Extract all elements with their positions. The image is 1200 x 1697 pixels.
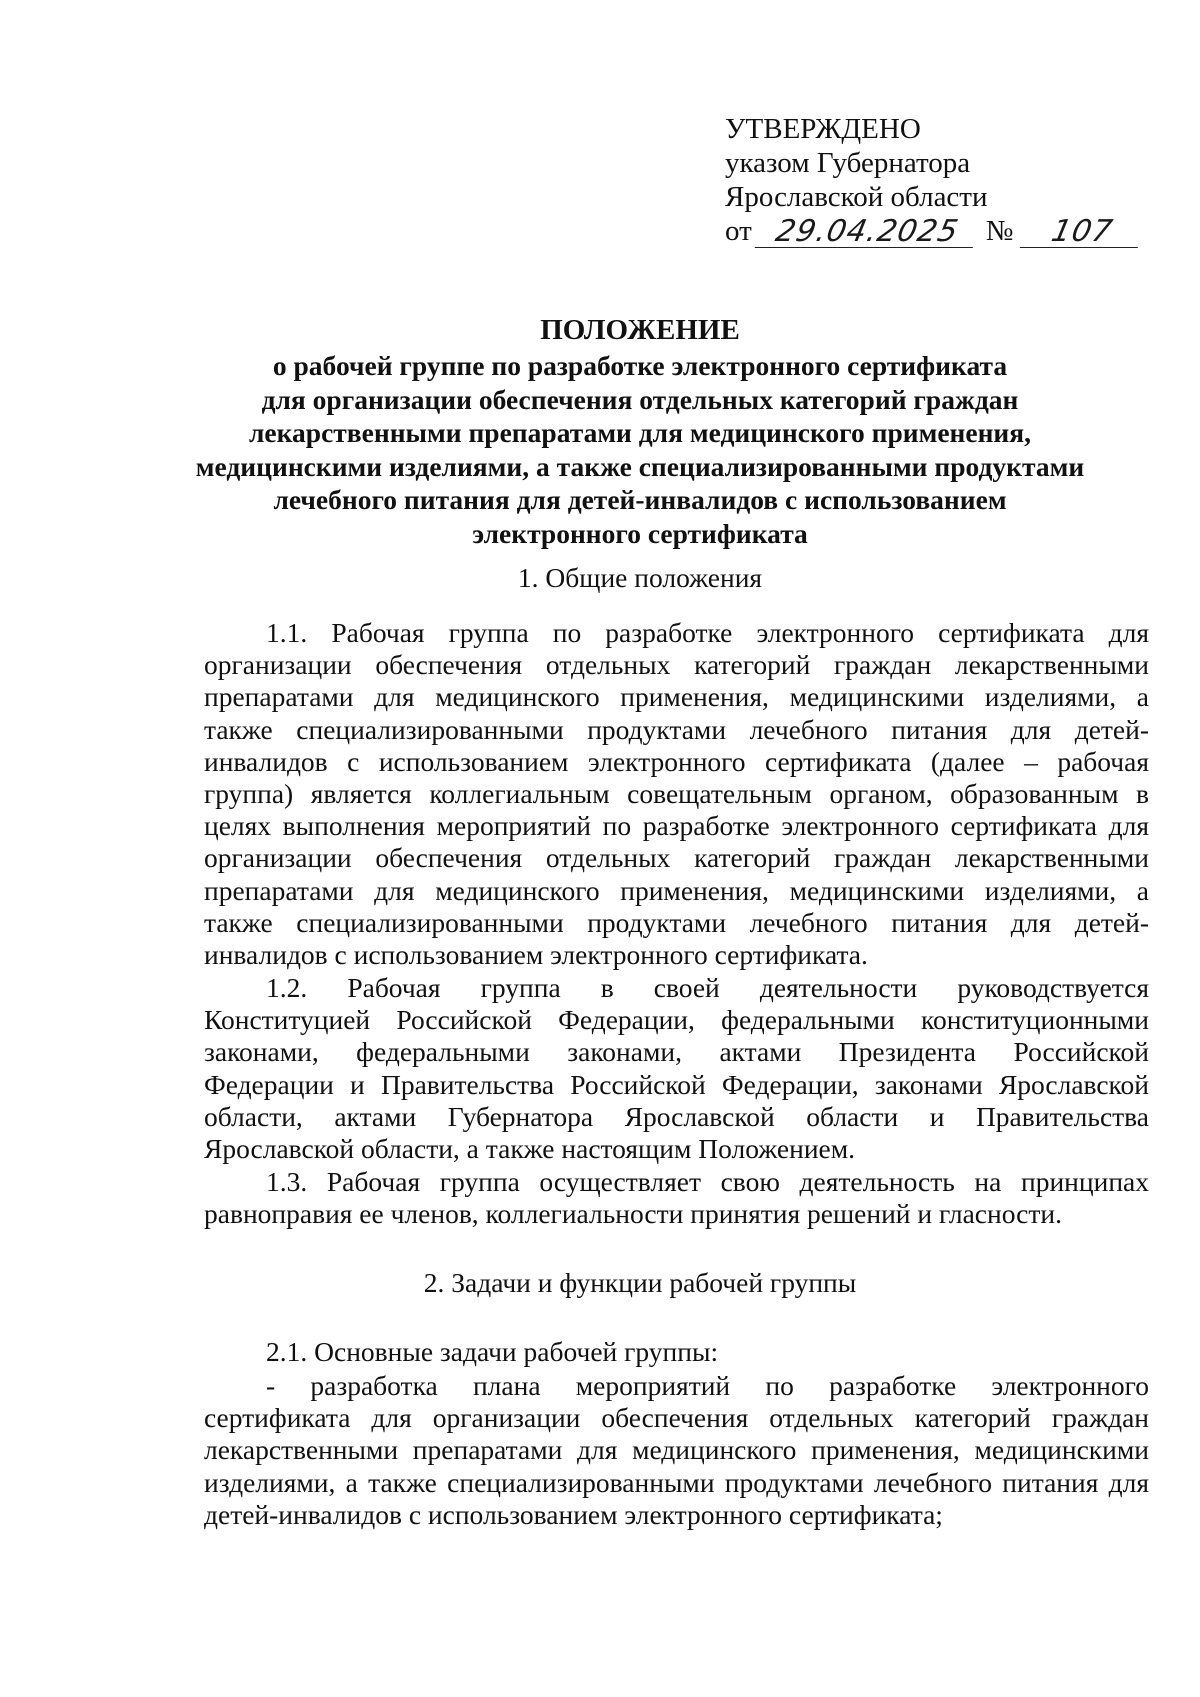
approval-block xyxy=(725,112,1141,248)
text-line: лекарственными препаратами для медицинского применения, медицинскими xyxy=(204,1434,1149,1466)
title-line: лекарственными препаратами для медицинского применения, xyxy=(248,417,1032,448)
approval-status: УТВЕРЖДЕНО xyxy=(725,113,921,145)
approval-region: Ярославской области xyxy=(725,181,988,213)
text-line: области, актами Губернатора Ярославской области и Правительства xyxy=(204,1100,1149,1132)
text-line: Ярославской области, а также настоящим Положением. xyxy=(204,1133,856,1165)
title-main: ПОЛОЖЕНИЕ xyxy=(540,314,740,346)
text-line: Федерации и Правительства Российской Федерации, законами Ярославской xyxy=(204,1068,1149,1100)
text-line: сертификата для организации обеспечения отдельных категорий граждан xyxy=(204,1402,1149,1434)
section-1-heading: 1. Общие положения xyxy=(517,562,763,593)
task-list-item xyxy=(204,1370,1149,1531)
text-line: препаратами для медицинского применения, медицинскими изделиями, а xyxy=(204,874,1149,906)
title-line: для организации обеспечения отдельных категорий граждан xyxy=(261,383,1019,415)
paragraph-1-3 xyxy=(204,1166,1149,1230)
text-line: законами, федеральными законами, актами Президента Российской xyxy=(204,1036,1149,1068)
text-line: инвалидов с использованием электронного сертификата. xyxy=(204,939,868,971)
handwritten-number: 107 xyxy=(1020,217,1145,248)
text-line: равноправия ее членов, коллегиальности принятия решений и гласности. xyxy=(204,1198,1062,1230)
title-line: медицинскими изделиями, а также специализированными продуктами xyxy=(195,450,1085,482)
number-prefix: № xyxy=(985,215,1014,247)
title-line: лечебного питания для детей-инвалидов с использованием xyxy=(273,484,1007,515)
text-line: препаратами для медицинского применения, медицинскими изделиями, а xyxy=(204,681,1149,713)
title-line: о рабочей группе по разработке электронного сертификата xyxy=(272,350,1008,381)
approval-authority: указом Губернатора xyxy=(725,147,971,179)
document-title xyxy=(150,313,1130,550)
paragraph-1-1 xyxy=(204,617,1149,971)
text-line: Конституцией Российской Федерации, федеральными конституционными xyxy=(204,1004,1149,1036)
handwritten-date: 29.04.2025 xyxy=(755,217,980,248)
text-line: организации обеспечения отдельных категорий граждан лекарственными xyxy=(204,842,1149,874)
text-line: 2.1. Основные задачи рабочей группы: xyxy=(266,1336,719,1367)
text-line: целях выполнения мероприятий по разработке электронного сертификата для xyxy=(204,810,1149,842)
text-line: также специализированными продуктами лечебного питания для детей- xyxy=(204,906,1149,938)
text-line: изделиями, а также специализированными продуктами лечебного питания для xyxy=(204,1466,1149,1498)
approval-date-number xyxy=(725,214,1141,248)
section-2-heading: 2. Задачи и функции рабочей группы xyxy=(423,1267,857,1298)
title-line: электронного сертификата xyxy=(472,517,808,549)
text-line: 1.1. Рабочая группа по разработке электронного сертификата для xyxy=(266,617,1149,648)
text-line: детей-инвалидов с использованием электронного сертификата; xyxy=(204,1498,943,1530)
text-line: 1.2. Рабочая группа в своей деятельности руководствуется xyxy=(266,972,1149,1003)
text-line: 1.3. Рабочая группа осуществляет свою деятельность на принципах xyxy=(266,1166,1149,1197)
text-line: инвалидов с использованием электронного сертификата (далее – рабочая xyxy=(204,745,1149,777)
date-prefix: от xyxy=(725,215,752,247)
paragraph-1-2 xyxy=(204,972,1149,1165)
text-line: - разработка плана мероприятий по разработке электронного xyxy=(266,1370,1149,1401)
text-line: группа) является коллегиальным совещательным органом, образованным в xyxy=(204,778,1149,810)
paragraph-2-1 xyxy=(204,1336,1149,1368)
text-line: также специализированными продуктами лечебного питания для детей- xyxy=(204,713,1149,745)
text-line: организации обеспечения отдельных категорий граждан лекарственными xyxy=(204,649,1149,681)
